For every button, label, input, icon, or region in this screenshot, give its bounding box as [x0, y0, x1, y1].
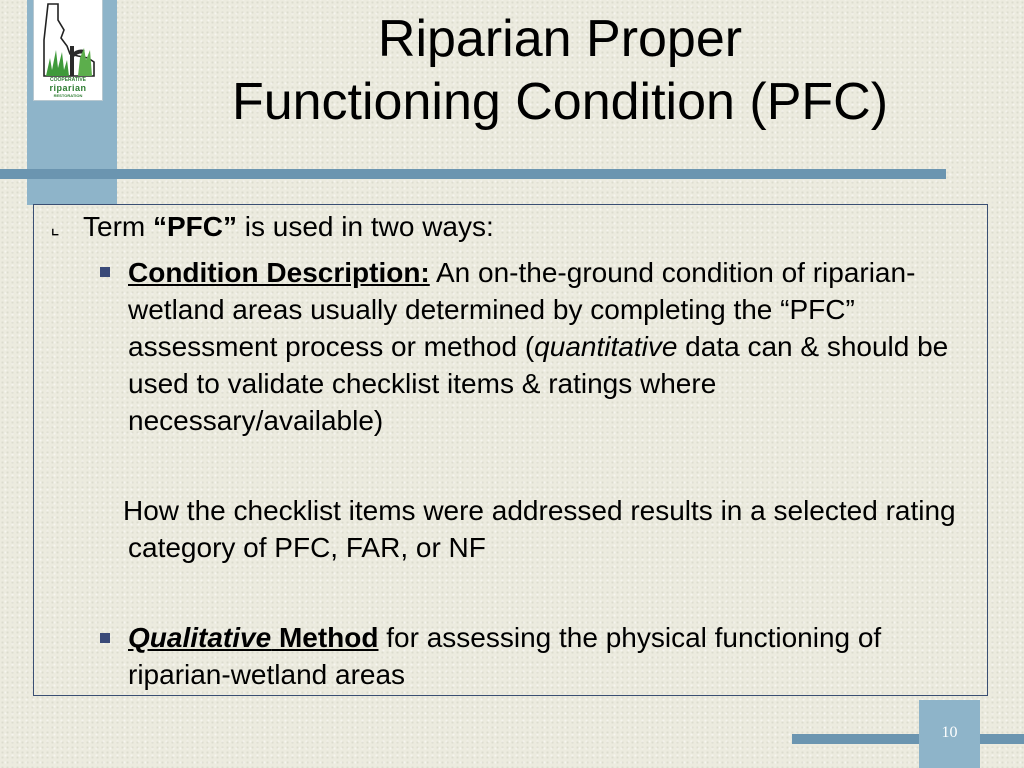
bullet-term-pfc: [50, 208, 494, 245]
square-bullet-icon: [100, 633, 110, 643]
condition-description-text-2: data can & should be used to validate checklist items & ratings where necessary/available): [128, 331, 949, 436]
slide-number: 10: [941, 724, 958, 741]
logo-text-cooperative: COOPERATIVE: [49, 77, 87, 83]
cooperative-riparian-logo: [33, 0, 103, 101]
condition-description-label: Condition Description:: [128, 257, 430, 288]
bullet1-text-after: is used in two ways:: [237, 211, 494, 242]
title-line-2: Functioning Condition (PFC): [231, 73, 889, 131]
decorative-top-rule: [0, 169, 946, 179]
condition-description-paragraph: [128, 254, 968, 439]
qualitative-method-label: [128, 622, 378, 653]
page-title: [120, 8, 1000, 134]
qualitative-italic: Qualitative: [128, 622, 272, 653]
title-line-1: Riparian Proper: [377, 10, 743, 68]
logo-text-restoration: RESTORATION: [53, 93, 83, 98]
decorative-bottom-rule: [792, 734, 1024, 744]
idaho-state-logo-icon: [34, 0, 102, 78]
logo-text-riparian: riparian: [49, 83, 87, 93]
quantitative-italic: quantitative: [534, 331, 678, 362]
bullet1-text-before: Term: [83, 211, 153, 242]
method-bold: Method: [271, 622, 379, 653]
square-bullet-icon: [100, 267, 110, 277]
bullet1-bold: “PFC”: [153, 211, 237, 242]
hash-bullet-icon: ⌞: [50, 217, 60, 239]
qualitative-method-paragraph: [128, 619, 968, 693]
condition-description-text-1: An on-the-ground condition of riparian-wetland areas usually determined by completing the “PFC” assessment process or method (: [128, 257, 916, 362]
qualitative-method-text: for assessing the physical functioning of riparian-wetland areas: [128, 622, 882, 690]
rating-category-note-text: How the checklist items were addressed results in a selected rating category of PFC, FAR, or NF: [123, 495, 956, 563]
rating-category-note: [123, 492, 968, 566]
